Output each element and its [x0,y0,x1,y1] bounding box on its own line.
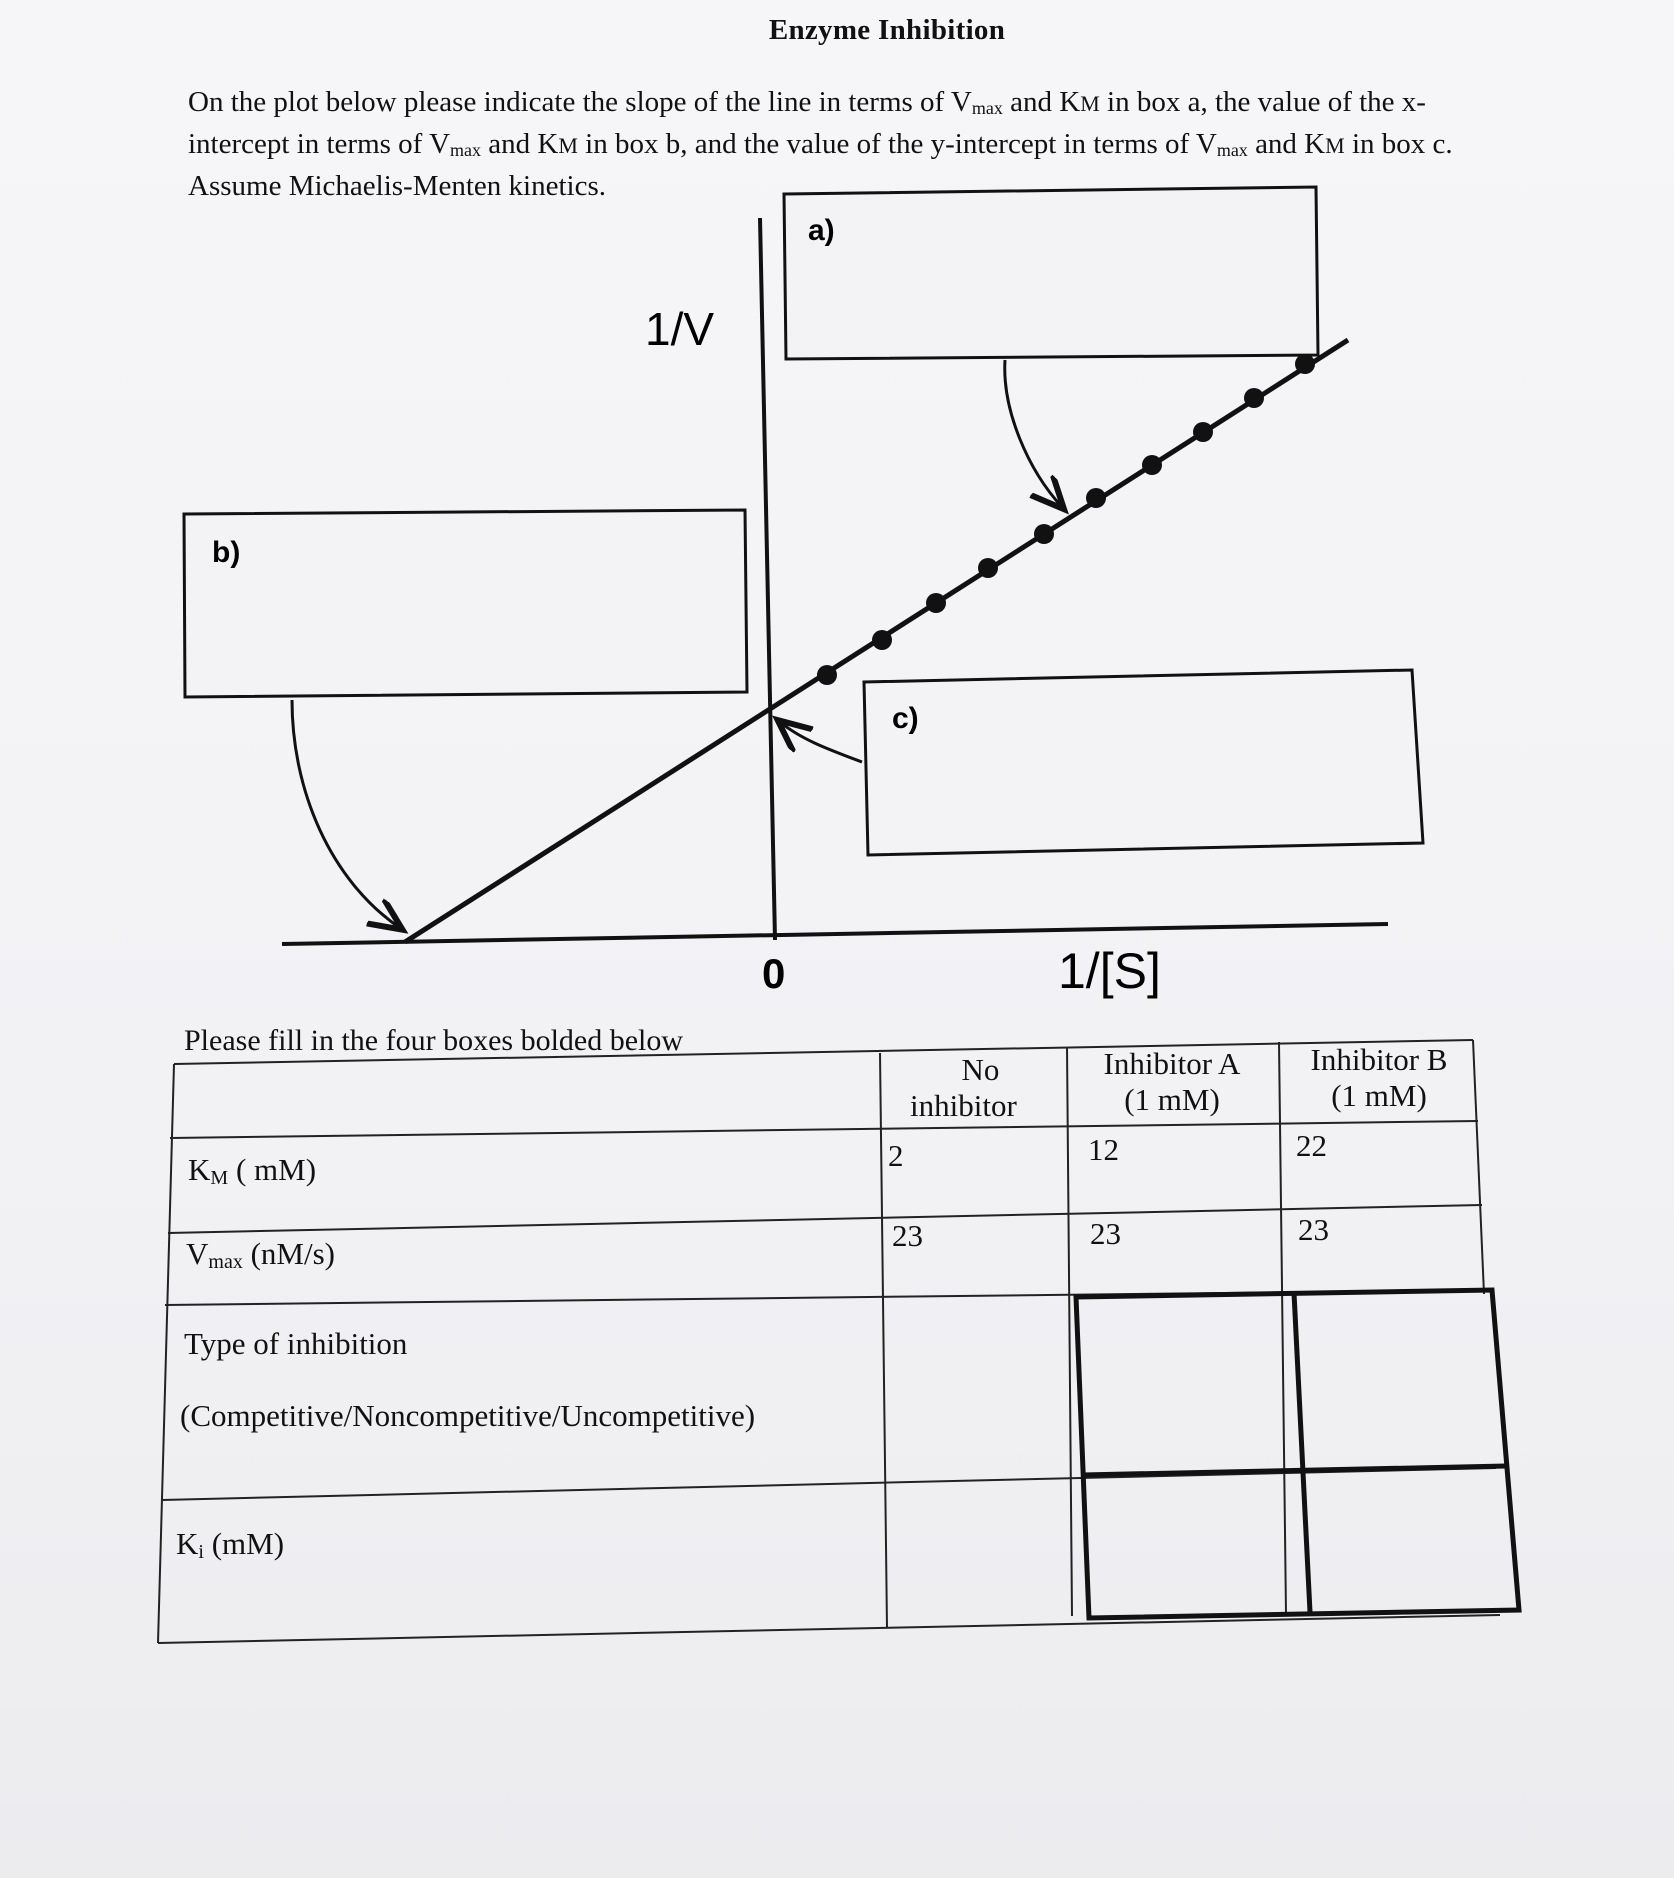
row-label-type: Type of inhibition [184,1326,408,1361]
type-inhibitor-b-box[interactable] [1302,1298,1497,1464]
header-inhibitor-a [1092,1046,1252,1118]
data-point [978,558,998,578]
intro-sub: max [1216,140,1248,160]
intro-sub: max [971,98,1003,118]
data-point [1295,354,1315,374]
label-text: (mM) [203,1526,285,1561]
km-inhibitor-b: 22 [1296,1128,1327,1163]
ki-inhibitor-a-box[interactable] [1096,1480,1296,1612]
label-text: K [188,1152,211,1187]
label-text: (nM/s) [242,1236,335,1271]
data-point [1034,524,1054,544]
km-inhibitor-a: 12 [1088,1132,1119,1167]
intro-text: On the plot below please indicate the slope of the line in terms of V [188,86,972,118]
header-text: No [961,1052,1000,1087]
km-no-inhibitor: 2 [888,1138,904,1173]
intro-sub: max [450,140,482,160]
y-axis-label: 1/V [645,303,715,355]
type-inhibitor-a-box[interactable] [1090,1302,1288,1470]
label-sub: i [198,1541,204,1563]
data-point [1142,455,1162,475]
label-text: ( mM) [228,1152,317,1187]
data-point [872,630,892,650]
ki-inhibitor-b-box[interactable] [1314,1474,1510,1608]
header-text: Inhibitor B [1310,1042,1448,1077]
label-sub: max [208,1251,243,1273]
header-text: inhibitor [910,1088,1017,1123]
answer-box-b[interactable] [184,510,747,697]
header-text: (1 mM) [1331,1078,1427,1113]
vmax-inhibitor-a: 23 [1090,1216,1121,1251]
data-point [926,593,946,613]
header-inhibitor-b [1294,1042,1464,1114]
arrow-b [292,700,400,928]
header-text: Inhibitor A [1103,1046,1241,1081]
data-point [1086,488,1106,508]
intro-text: in box c. Assume Michaelis-Menten kinetics. [188,128,1453,202]
intro-text: and K [1247,128,1326,160]
arrow-c [780,722,862,762]
answer-box-c[interactable] [864,670,1423,855]
row-label-vmax [186,1236,335,1274]
intro-sub: M [1325,133,1345,158]
arrow-a [1005,360,1062,507]
data-point [1244,388,1264,408]
data-point [817,665,837,685]
x-axis [282,924,1388,944]
header-text: (1 mM) [1124,1082,1220,1117]
origin-label: 0 [762,950,786,997]
box-c-label: c) [892,702,919,735]
box-a-label: a) [808,214,835,247]
row-label-ki [176,1526,284,1564]
intro-text: and K [481,128,559,160]
y-axis [760,218,775,940]
box-b-label: b) [212,536,241,569]
intro-text: and K [1002,86,1081,118]
answer-box-a[interactable] [784,187,1318,359]
label-text: V [186,1236,209,1271]
vmax-no-inhibitor: 23 [892,1218,923,1253]
data-point [1193,422,1213,442]
table-caption: Please fill in the four boxes bolded below [184,1024,684,1057]
intro-sub: M [558,133,578,158]
row-label-type-options: (Competitive/Noncompetitive/Uncompetitive) [180,1398,756,1433]
header-no-inhibitor [910,1052,1017,1124]
intro-text: in box b, and the value of the y-intercept in terms of V [577,128,1217,160]
label-text: K [176,1526,199,1561]
vmax-inhibitor-b: 23 [1298,1212,1329,1247]
label-sub: M [210,1167,229,1189]
x-axis-label: 1/[S] [1058,943,1161,999]
intro-text: in box a, the value of the x-intercept in terms of V [188,86,1426,160]
row-label-km [188,1152,316,1190]
intro-sub: M [1080,91,1100,116]
page-title: Enzyme Inhibition [768,14,1006,46]
